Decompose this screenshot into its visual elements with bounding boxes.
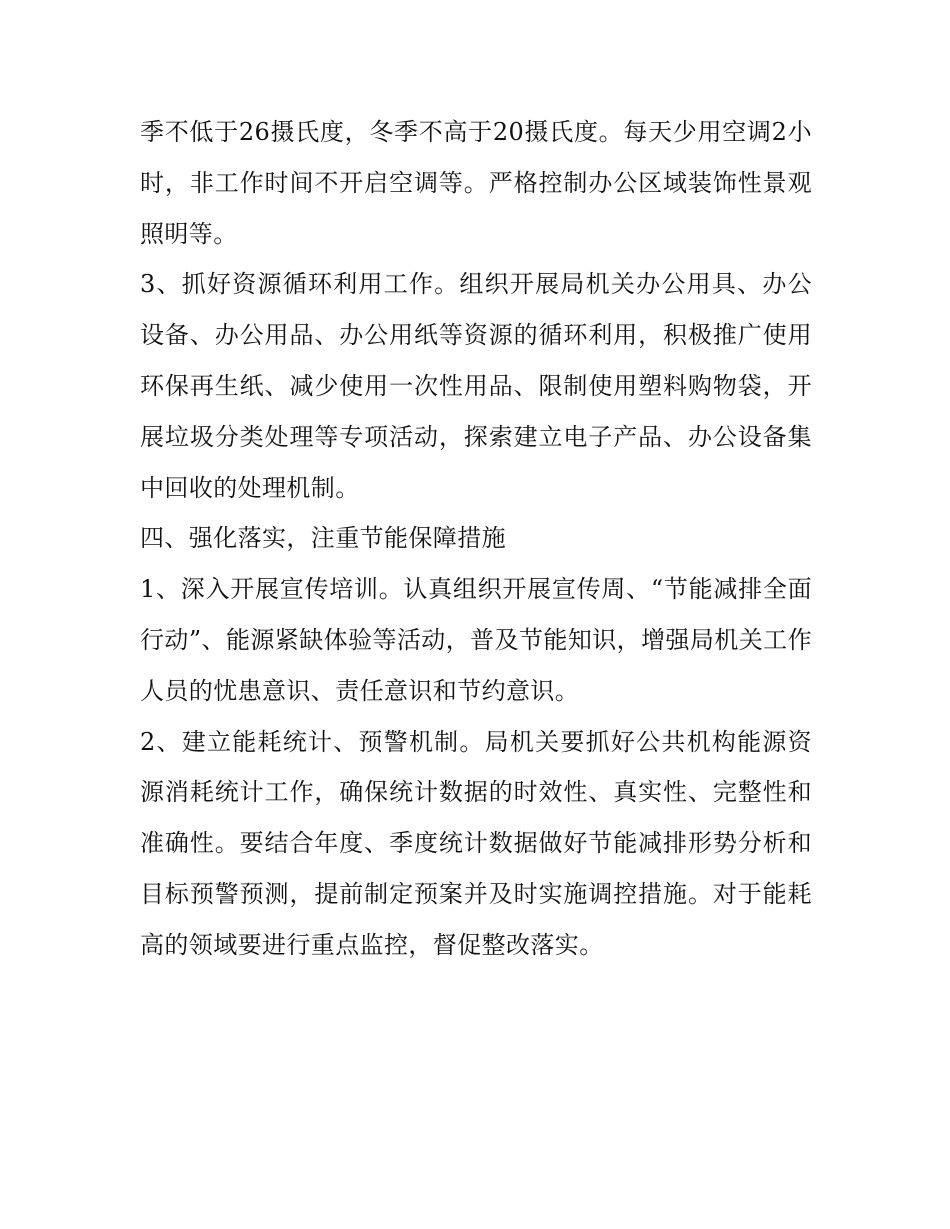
paragraph-item-1: 1、深入开展宣传培训。认真组织开展宣传周、“节能减排全面行动”、能源紧缺体验等活动，普及节能知识，增强局机关工作人员的忧患意识、责任意识和节约意识。 xyxy=(140,575,812,705)
document-body xyxy=(140,107,812,971)
paragraph-continuation: 季不低于26摄氏度，冬季不高于20摄氏度。每天少用空调2小时，非工作时间不开启空调等。严格控制办公区域装饰性景观照明等。 xyxy=(140,118,812,248)
paragraph-item-3: 3、抓好资源循环利用工作。组织开展局机关办公用具、办公设备、办公用品、办公用纸等资源的循环利用，积极推广使用环保再生纸、减少使用一次性用品、限制使用塑料购物袋，开展垃圾分类处理等专项活动，探索建立电子产品、办公设备集中回收的处理机制。 xyxy=(140,270,812,502)
section-heading-4: 四、强化落实，注重节能保障措施 xyxy=(140,524,506,553)
paragraph-item-2: 2、建立能耗统计、预警机制。局机关要抓好公共机构能源资源消耗统计工作，确保统计数据的时效性、真实性、完整性和准确性。要结合年度、季度统计数据做好节能减排形势分析和目标预警预测，提前制定预案并及时实施调控措施。对于能耗高的领域要进行重点监控，督促整改落实。 xyxy=(140,727,812,959)
